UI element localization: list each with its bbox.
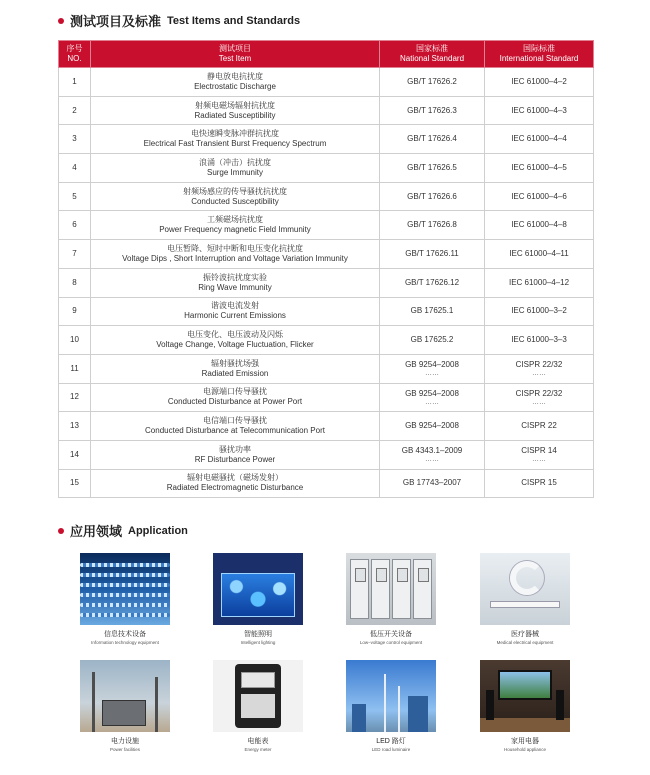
national-standard: GB 9254–2008 xyxy=(405,388,459,398)
row-number: 3 xyxy=(59,125,91,154)
section-title-zh: 测试项目及标准 xyxy=(70,14,162,29)
international-standard: IEC 61000–4–5 xyxy=(511,162,567,172)
national-standard-cell xyxy=(380,326,485,355)
test-item-en: Electrical Fast Transient Burst Frequency Spectrum xyxy=(143,139,327,149)
national-standard-cell xyxy=(380,240,485,269)
bullet-dot-icon xyxy=(58,18,64,24)
application-label-en: Household appliance xyxy=(503,747,547,752)
table-header-row xyxy=(59,41,594,68)
test-item-zh: 射频场感应的传导骚扰抗扰度 xyxy=(183,186,287,196)
national-standard-cell xyxy=(380,268,485,297)
test-item-cell xyxy=(91,297,380,326)
test-item-zh: 电快速瞬变脉冲群抗扰度 xyxy=(191,129,279,139)
national-standard-cell xyxy=(380,412,485,441)
national-standard: GB/T 17626.8 xyxy=(407,220,457,230)
national-standard: GB 17625.1 xyxy=(410,306,454,316)
international-standard: CISPR 22/32 xyxy=(515,360,563,370)
national-more: …… xyxy=(425,370,439,378)
section-title-application xyxy=(58,521,188,540)
international-standard: CISPR 22 xyxy=(521,421,557,431)
application-label-en: Power facilities xyxy=(109,747,140,752)
national-standard-cell xyxy=(380,154,485,183)
international-standard: CISPR 14 xyxy=(521,446,557,456)
national-standard: GB 17743–2007 xyxy=(402,478,462,488)
test-item-zh: 电压暂降、短时中断和电压变化抗扰度 xyxy=(167,243,303,253)
international-standard-cell xyxy=(485,326,594,355)
international-standard: IEC 61000–4–6 xyxy=(511,191,567,201)
table-row xyxy=(59,182,594,211)
application-label-zh: 电力设施 xyxy=(111,738,139,745)
international-standard: IEC 61000–4–8 xyxy=(511,220,567,230)
international-standard: CISPR 22/32 xyxy=(515,388,563,398)
table-row xyxy=(59,68,594,97)
row-number: 5 xyxy=(59,182,91,211)
application-label-zh: 医疗器械 xyxy=(511,631,539,638)
test-item-cell xyxy=(91,469,380,498)
application-label-zh: 家用电器 xyxy=(511,738,539,745)
application-item xyxy=(80,553,170,645)
national-standard: GB 9254–2008 xyxy=(405,360,459,370)
test-item-en: Power Frequency magnetic Field Immunity xyxy=(159,225,311,235)
table-row xyxy=(59,326,594,355)
international-standard: IEC 61000–4–11 xyxy=(509,248,569,258)
application-item xyxy=(346,553,436,645)
application-label-en: Intelligent lighting xyxy=(240,640,276,645)
test-item-cell xyxy=(91,354,380,383)
row-number: 15 xyxy=(59,469,91,498)
international-standard: IEC 61000–3–2 xyxy=(511,306,567,316)
national-standard-cell xyxy=(380,125,485,154)
international-standard-cell xyxy=(485,412,594,441)
application-item xyxy=(213,660,303,752)
test-item-cell xyxy=(91,182,380,211)
test-item-zh: 电源端口传导骚扰 xyxy=(203,387,267,397)
test-item-en: Surge Immunity xyxy=(206,167,264,177)
application-label-zh: 信息技术设备 xyxy=(104,631,146,638)
substation-image xyxy=(80,660,170,732)
international-standard-cell xyxy=(485,297,594,326)
intl-more: …… xyxy=(532,398,546,406)
table-row xyxy=(59,383,594,412)
national-standard-cell xyxy=(380,469,485,498)
test-item-en: Conducted Disturbance at Telecommunication Port xyxy=(145,426,325,436)
medical-scanner-image xyxy=(480,553,570,625)
international-standard: IEC 61000–4–3 xyxy=(511,105,567,115)
table-row xyxy=(59,125,594,154)
international-standard-cell xyxy=(485,211,594,240)
row-number: 6 xyxy=(59,211,91,240)
test-item-en: Harmonic Current Emissions xyxy=(184,311,286,321)
national-standard: GB/T 17626.3 xyxy=(407,105,457,115)
international-standard-cell xyxy=(485,240,594,269)
table-row xyxy=(59,412,594,441)
international-standard: IEC 61000–3–3 xyxy=(511,335,567,345)
header-national-standard: 国家标准 National Standard xyxy=(380,41,485,68)
home-theater-image xyxy=(480,660,570,732)
intl-more: …… xyxy=(532,370,546,378)
network-cables-image xyxy=(80,553,170,625)
national-standard: GB/T 17626.2 xyxy=(407,76,457,86)
application-item xyxy=(213,553,303,645)
table-row xyxy=(59,268,594,297)
application-label-zh: 智能照明 xyxy=(244,631,272,638)
national-standard-cell xyxy=(380,211,485,240)
application-item xyxy=(346,660,436,752)
bullet-dot-icon xyxy=(58,528,64,534)
energy-meter-image xyxy=(213,660,303,732)
national-standard-cell xyxy=(380,68,485,97)
application-label-zh: 电能表 xyxy=(247,738,269,745)
national-standard-cell xyxy=(380,383,485,412)
test-item-en: Radiated Emission xyxy=(201,368,269,378)
header-international-standard: 国际标准 International Standard xyxy=(485,41,594,68)
row-number: 14 xyxy=(59,440,91,469)
row-number: 12 xyxy=(59,383,91,412)
test-item-cell xyxy=(91,125,380,154)
intl-more: …… xyxy=(532,456,546,464)
row-number: 4 xyxy=(59,154,91,183)
application-label-en: Information technology equipment xyxy=(91,640,159,645)
test-item-en: Voltage Change, Voltage Fluctuation, Flicker xyxy=(156,340,314,350)
national-standard: GB 4343.1–2009 xyxy=(401,446,463,456)
test-item-zh: 辐射骚扰场强 xyxy=(211,358,259,368)
application-label-zh: LED 路灯 xyxy=(376,738,406,745)
test-item-cell xyxy=(91,412,380,441)
table-row xyxy=(59,154,594,183)
section-title-en: Application xyxy=(128,524,188,537)
table-row xyxy=(59,440,594,469)
international-standard: IEC 61000–4–12 xyxy=(508,277,570,287)
international-standard-cell xyxy=(485,383,594,412)
application-label-en: Energy meter xyxy=(244,747,272,752)
test-item-cell xyxy=(91,326,380,355)
table-row xyxy=(59,240,594,269)
row-number: 8 xyxy=(59,268,91,297)
test-item-zh: 工频磁场抗扰度 xyxy=(207,215,263,225)
test-item-zh: 电压变化、电压波动及闪烁 xyxy=(187,330,283,340)
table-row xyxy=(59,469,594,498)
international-standard-cell xyxy=(485,68,594,97)
international-standard-cell xyxy=(485,354,594,383)
international-standard-cell xyxy=(485,154,594,183)
test-item-zh: 电信端口传导骚扰 xyxy=(203,416,267,426)
application-label-zh: 低压开关设备 xyxy=(370,631,412,638)
test-item-cell xyxy=(91,68,380,97)
test-item-cell xyxy=(91,268,380,297)
application-label-en: Medical electrical equipment xyxy=(496,640,554,645)
section-title-zh: 应用领域 xyxy=(70,524,123,539)
test-item-zh: 辐射电磁骚扰（磁场发射） xyxy=(187,473,283,483)
application-item xyxy=(80,660,170,752)
international-standard-cell xyxy=(485,182,594,211)
international-standard-cell xyxy=(485,96,594,125)
lit-building-image xyxy=(213,553,303,625)
national-standard: GB 9254–2008 xyxy=(405,421,459,431)
national-standard-cell xyxy=(380,182,485,211)
test-item-cell xyxy=(91,96,380,125)
test-item-cell xyxy=(91,240,380,269)
test-item-en: Conducted Susceptibility xyxy=(191,196,279,206)
row-number: 1 xyxy=(59,68,91,97)
row-number: 7 xyxy=(59,240,91,269)
national-standard: GB/T 17626.11 xyxy=(405,248,459,258)
international-standard: CISPR 15 xyxy=(521,478,557,488)
row-number: 10 xyxy=(59,326,91,355)
test-item-zh: 振铃波抗扰度实验 xyxy=(203,272,267,282)
international-standard-cell xyxy=(485,440,594,469)
international-standard-cell xyxy=(485,125,594,154)
test-item-en: Radiated Electromagnetic Disturbance xyxy=(166,483,304,493)
test-item-zh: 浪涌（冲击）抗扰度 xyxy=(199,157,271,167)
international-standard-cell xyxy=(485,268,594,297)
test-item-en: Voltage Dips , Short Interruption and Voltage Variation Immunity xyxy=(122,253,348,263)
national-standard: GB/T 17626.6 xyxy=(407,191,457,201)
test-item-en: Electrostatic Discharge xyxy=(194,81,276,91)
national-standard-cell xyxy=(380,354,485,383)
national-standard: GB/T 17626.4 xyxy=(407,134,457,144)
national-more: …… xyxy=(425,398,439,406)
test-item-en: Conducted Disturbance at Power Port xyxy=(167,397,303,407)
national-more: …… xyxy=(425,456,439,464)
header-test-item: 测试项目 Test Item xyxy=(91,41,380,68)
test-item-cell xyxy=(91,440,380,469)
street-lamp-image xyxy=(346,660,436,732)
application-item xyxy=(480,553,570,645)
section-title-en: Test Items and Standards xyxy=(167,14,301,27)
row-number: 9 xyxy=(59,297,91,326)
test-item-zh: 骚扰功率 xyxy=(219,444,251,454)
test-item-en: Ring Wave Immunity xyxy=(198,282,272,292)
national-standard-cell xyxy=(380,297,485,326)
national-standard: GB/T 17626.12 xyxy=(404,277,460,287)
application-label-en: Low–voltage control equipment xyxy=(359,640,423,645)
test-item-zh: 射频电磁场辐射抗扰度 xyxy=(195,100,275,110)
table-row xyxy=(59,211,594,240)
switchgear-image xyxy=(346,553,436,625)
international-standard-cell xyxy=(485,469,594,498)
test-item-zh: 静电放电抗扰度 xyxy=(207,71,263,81)
national-standard: GB/T 17626.5 xyxy=(407,162,457,172)
national-standard: GB 17625.2 xyxy=(410,335,454,345)
standards-table xyxy=(58,40,594,498)
test-item-cell xyxy=(91,154,380,183)
test-item-cell xyxy=(91,383,380,412)
application-label-en: LED road luminaire xyxy=(371,747,411,752)
header-no: 序号 NO. xyxy=(59,41,91,68)
national-standard-cell xyxy=(380,96,485,125)
section-title-tests xyxy=(58,11,300,30)
row-number: 13 xyxy=(59,412,91,441)
international-standard: IEC 61000–4–2 xyxy=(511,76,567,86)
table-row xyxy=(59,297,594,326)
test-item-zh: 谐波电流发射 xyxy=(211,301,259,311)
row-number: 11 xyxy=(59,354,91,383)
table-row xyxy=(59,354,594,383)
row-number: 2 xyxy=(59,96,91,125)
test-item-cell xyxy=(91,211,380,240)
test-item-en: Radiated Susceptibility xyxy=(194,110,276,120)
national-standard-cell xyxy=(380,440,485,469)
test-item-en: RF Disturbance Power xyxy=(194,454,276,464)
international-standard: IEC 61000–4–4 xyxy=(511,134,567,144)
application-item xyxy=(480,660,570,752)
table-row xyxy=(59,96,594,125)
